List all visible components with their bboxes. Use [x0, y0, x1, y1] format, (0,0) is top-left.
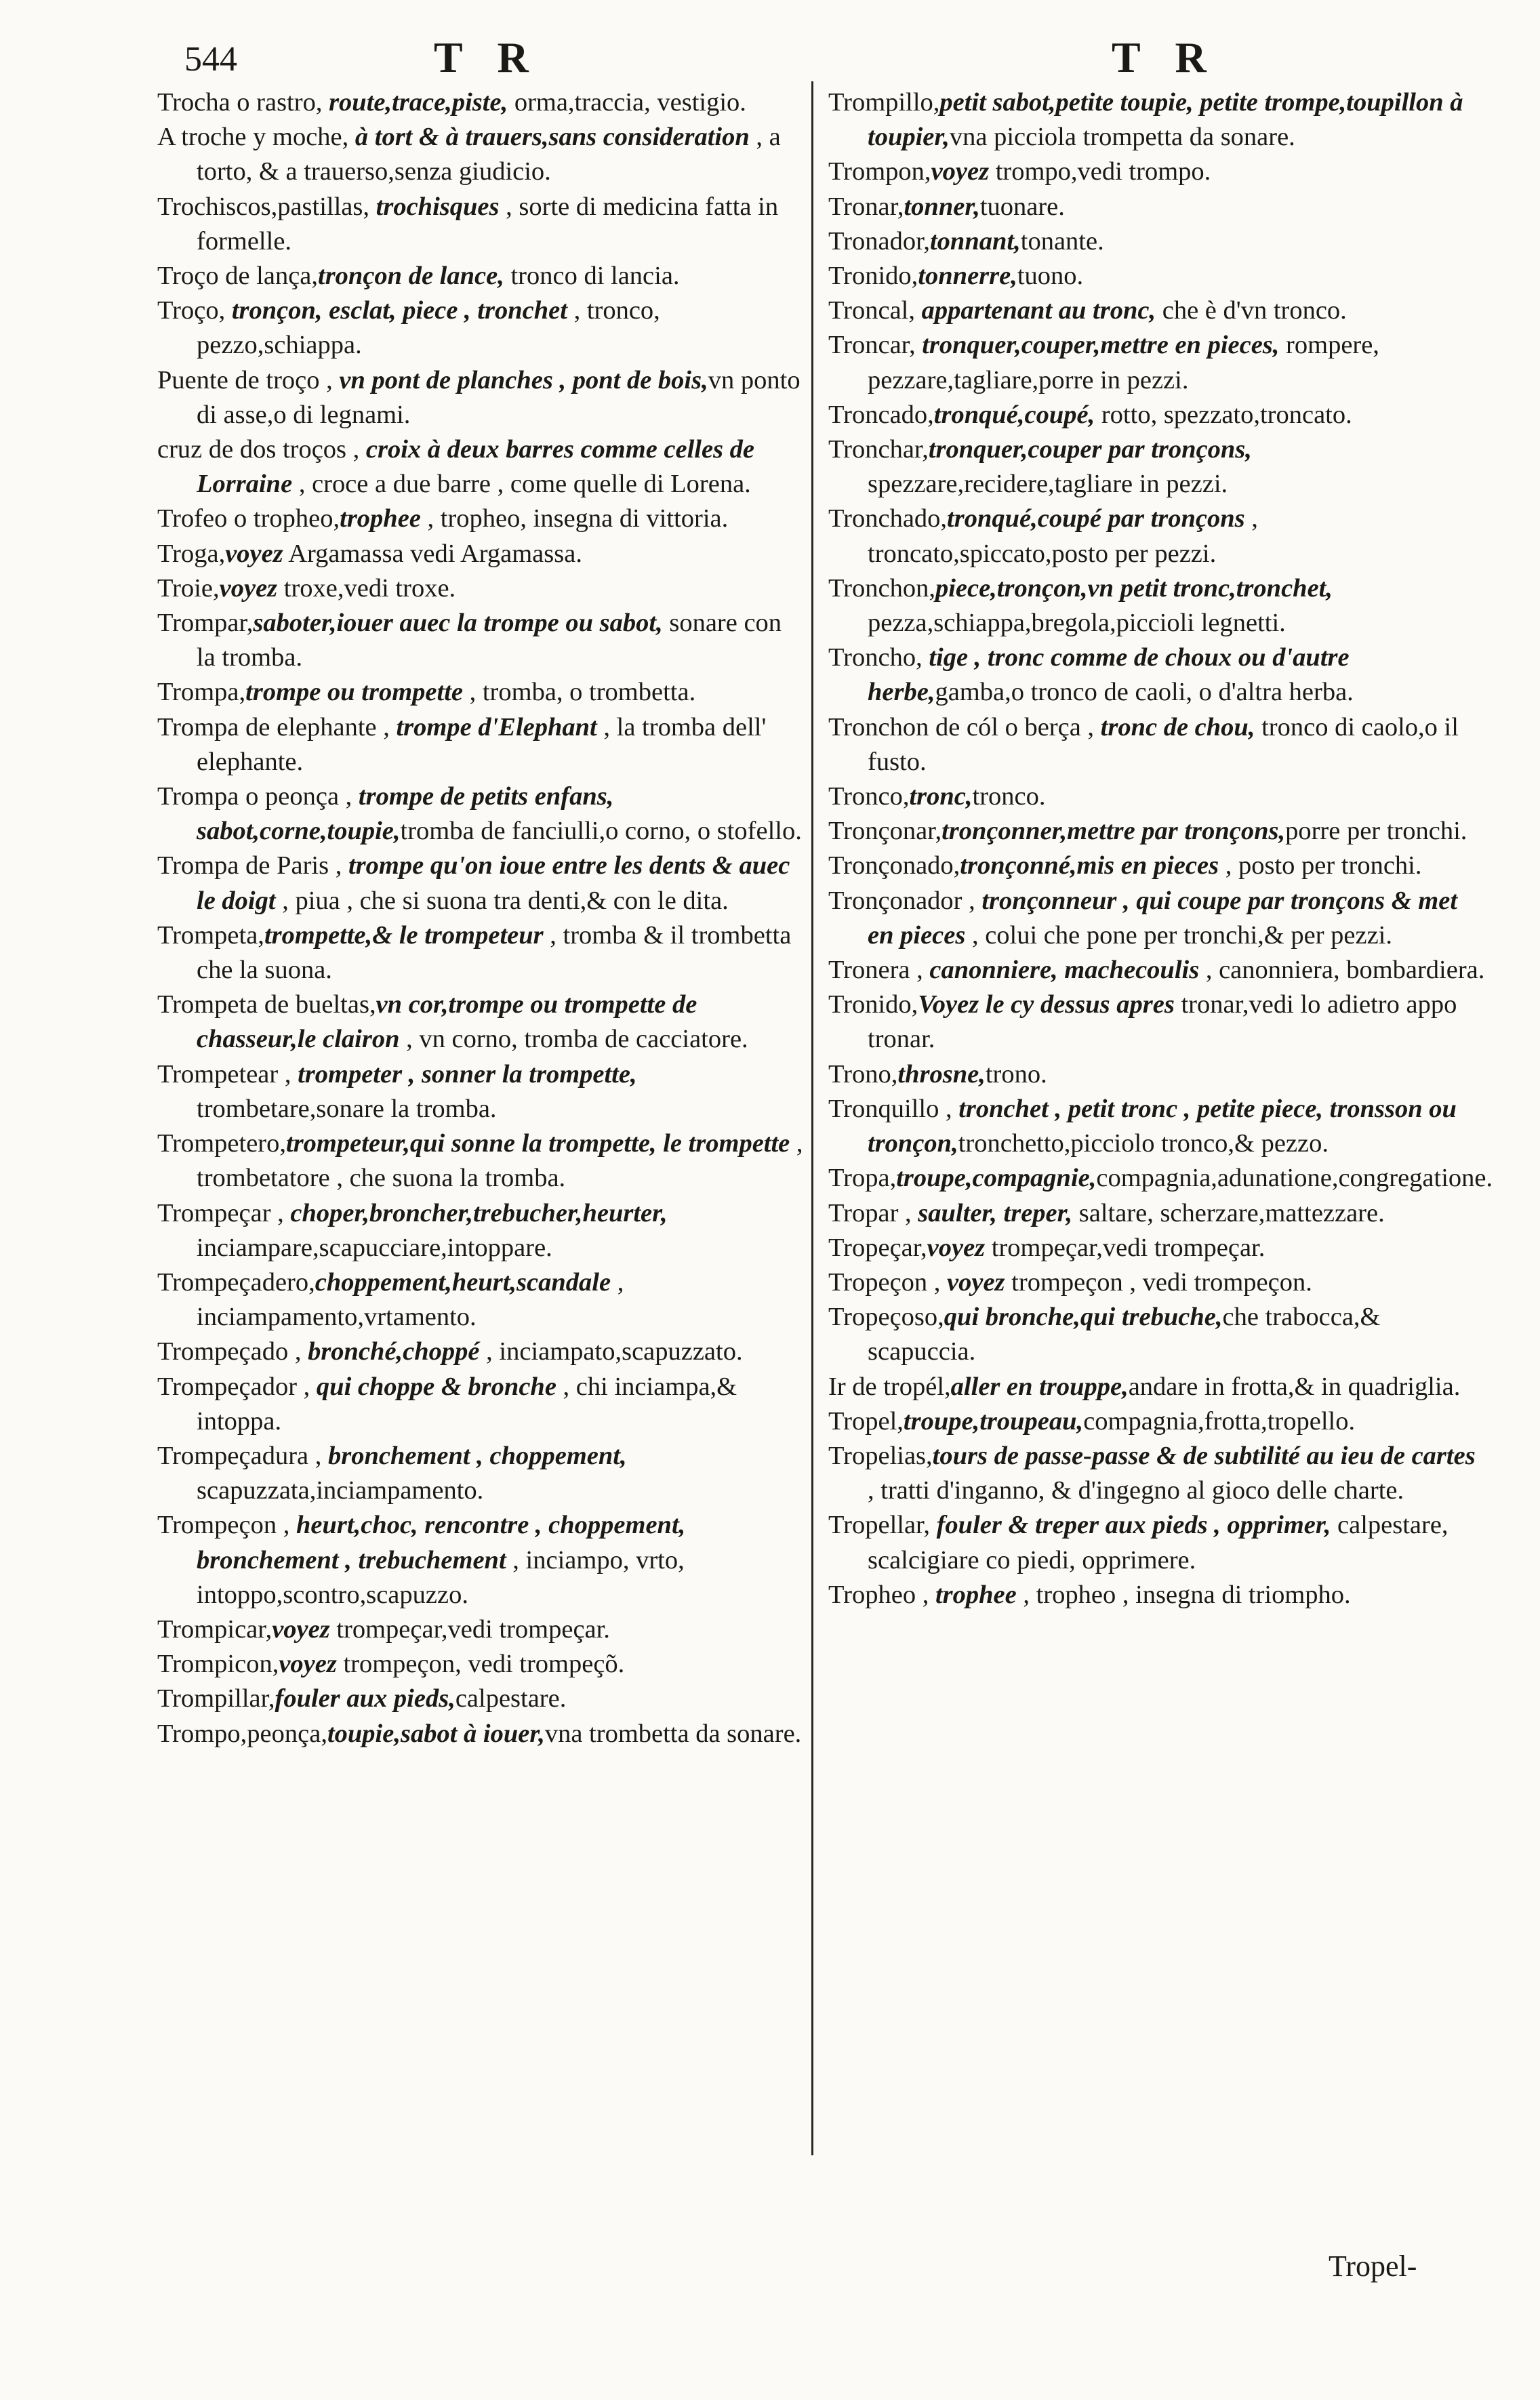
dictionary-entry: [828, 1300, 1486, 1369]
entry-french: tours de passe-passe & de subtilité au ieu de cartes: [932, 1441, 1476, 1470]
entry-french: trophee: [935, 1580, 1017, 1609]
dictionary-entry: [157, 432, 805, 502]
dictionary-entry: [157, 1439, 805, 1508]
entry-italian: gamba,o tronco de caoli, o d'altra herba.: [935, 678, 1354, 707]
dictionary-entry: [828, 1370, 1486, 1404]
entry-headword: Tropel,: [828, 1406, 904, 1436]
entry-italian: compagnia,adunatione,congregatione.: [1096, 1164, 1493, 1193]
entry-headword: Tronera ,: [828, 956, 930, 985]
entry-headword: Tropheo ,: [828, 1580, 935, 1609]
right-column: [828, 85, 1493, 1612]
entry-headword: Tronçonado,: [828, 851, 960, 880]
dictionary-entry: [157, 1335, 805, 1369]
entry-italian: rotto, spezzato,troncato.: [1095, 400, 1352, 429]
entry-french: tige , tronc comme de choux ou d'autre herbe,: [868, 643, 1350, 707]
entry-french: voyez: [931, 157, 990, 186]
dictionary-entry: [828, 571, 1486, 640]
entry-italian: Argamassa vedi Argamassa.: [283, 539, 582, 568]
dictionary-entry: [828, 1578, 1486, 1612]
entry-italian: che trabocca,& scapuccia.: [868, 1303, 1381, 1366]
entry-headword: Tronchar,: [828, 435, 929, 464]
dictionary-entry: [828, 1231, 1486, 1265]
entry-french: voyez: [219, 573, 278, 603]
dictionary-entry: [828, 710, 1486, 779]
entry-french: trophee: [340, 504, 421, 533]
dictionary-entry: [157, 120, 805, 189]
entry-french: voyez: [947, 1267, 1005, 1297]
entry-french: bronché,choppé: [308, 1337, 480, 1366]
entry-italian: tronco di caolo,o il fusto.: [868, 712, 1459, 776]
entry-french: trompeter , sonner la trompette,: [298, 1059, 637, 1089]
entry-italian: scapuzzata,inciampamento.: [197, 1476, 484, 1505]
entry-headword: Tronçonar,: [828, 817, 942, 846]
dictionary-entry: [828, 988, 1486, 1057]
dictionary-entry: [828, 293, 1486, 328]
dictionary-entry: [157, 363, 805, 432]
entry-headword: Trono,: [828, 1059, 898, 1089]
entry-italian: , sorte di medicina fatta in formelle.: [197, 192, 779, 256]
entry-headword: Trompeçadura ,: [157, 1441, 328, 1470]
page-number: 544: [184, 40, 237, 79]
entry-italian: troxe,vedi troxe.: [277, 573, 456, 603]
entry-italian: , trombetatore , che suona la tromba.: [197, 1129, 803, 1193]
entry-french: Voyez le cy dessus apres: [918, 990, 1175, 1019]
entry-headword: Puente de troço ,: [157, 365, 340, 394]
dictionary-entry: [157, 988, 805, 1057]
entry-headword: Trompeçar ,: [157, 1198, 291, 1227]
dictionary-entry: [828, 1092, 1486, 1161]
entry-headword: Tropeçoso,: [828, 1303, 944, 1332]
entry-italian: inciampare,scapucciare,intoppare.: [197, 1233, 552, 1262]
entry-headword: Trompa de elephante ,: [157, 712, 397, 741]
dictionary-entry: [157, 502, 805, 536]
left-column-head: T R: [434, 33, 541, 81]
entry-french: route,trace,piste,: [329, 88, 508, 117]
entry-french: aller en trouppe,: [950, 1372, 1129, 1401]
entry-italian: tronco.: [972, 782, 1046, 811]
entry-french: petit sabot,petite toupie, petite trompe,toupillon à toupier,: [868, 88, 1463, 152]
entry-french: tronçonné,mis en pieces: [960, 851, 1219, 880]
entry-headword: Trompa de Paris ,: [157, 851, 348, 880]
entry-french: choper,broncher,trebucher,heurter,: [290, 1198, 668, 1227]
entry-french: tonner,: [904, 192, 980, 221]
entry-headword: Trompeçadero,: [157, 1267, 315, 1297]
entry-french: vn cor,trompe ou trompette de chasseur,le clairon: [197, 990, 697, 1054]
entry-headword: Tronido,: [828, 990, 918, 1019]
catchword: Tropel-: [1329, 2250, 1417, 2283]
entry-french: tronquer,couper,mettre en pieces,: [922, 331, 1280, 360]
entry-headword: Trompillar,: [157, 1684, 275, 1713]
entry-french: à tort & à trauers,sans consideration: [354, 123, 750, 152]
dictionary-entry: [828, 1439, 1486, 1508]
right-column-head: T R: [1112, 33, 1219, 81]
entry-italian: , a torto, & a trauerso,senza giudicio.: [197, 123, 781, 186]
dictionary-entry: [828, 640, 1486, 710]
dictionary-entry: [157, 1126, 805, 1196]
dictionary-entry: [828, 1265, 1486, 1300]
entry-italian: trompeçon , vedi trompeçon.: [1005, 1267, 1312, 1297]
dictionary-entry: [157, 571, 805, 606]
entry-headword: Trompo,peonça,: [157, 1719, 327, 1748]
entry-headword: Tronchado,: [828, 504, 948, 533]
entry-italian: , croce a due barre , come quelle di Lorena.: [292, 470, 751, 499]
entry-headword: Trompa o peonça ,: [157, 782, 359, 811]
entry-headword: Trompeçado ,: [157, 1337, 308, 1366]
entry-headword: Trompeçador ,: [157, 1372, 317, 1401]
entry-french: toupie,sabot à iouer,: [327, 1719, 545, 1748]
entry-headword: Trompetear ,: [157, 1059, 298, 1089]
dictionary-entry: [157, 259, 805, 293]
entry-french: tronçonner,mettre par tronçons,: [941, 817, 1286, 846]
dictionary-entry: [828, 328, 1486, 397]
left-column: [157, 85, 805, 1751]
entry-italian: saltare, scherzare,mattezzare.: [1072, 1198, 1385, 1227]
entry-headword: Tropar ,: [828, 1198, 918, 1227]
entry-french: vn pont de planches , pont de bois,: [339, 365, 708, 394]
entry-italian: calpestare, scalcigiare co piedi, opprimere.: [868, 1511, 1448, 1574]
dictionary-entry: [157, 606, 805, 675]
dictionary-entry: [828, 432, 1486, 502]
entry-italian: trompeçar,vedi trompeçar.: [329, 1614, 610, 1644]
entry-headword: Trompicon,: [157, 1650, 279, 1679]
entry-headword: Trompeta,: [157, 920, 264, 950]
entry-italian: tronar,vedi lo adietro appo tronar.: [868, 990, 1457, 1054]
entry-french: throsne,: [897, 1059, 986, 1089]
dictionary-entry: [828, 1057, 1486, 1092]
entry-headword: Tronquillo ,: [828, 1094, 959, 1123]
entry-headword: Troncho,: [828, 643, 929, 672]
entry-french: tronqué,coupé,: [933, 400, 1095, 429]
entry-french: heurt,choc, rencontre , choppement, bronchement , trebuchement: [197, 1511, 686, 1574]
entry-italian: rompere, pezzare,tagliare,porre in pezzi.: [868, 331, 1379, 394]
entry-headword: Tropa,: [828, 1164, 897, 1193]
dictionary-entry: [157, 1057, 805, 1126]
entry-italian: vna trombetta da sonare.: [544, 1719, 802, 1748]
entry-italian: , posto per tronchi.: [1219, 851, 1422, 880]
dictionary-entry: [828, 502, 1486, 571]
entry-headword: Tropellar,: [828, 1511, 937, 1540]
entry-french: tronçon, esclat, piece , tronchet: [231, 296, 567, 325]
entry-french: voyez: [927, 1233, 986, 1262]
page-header: [0, 30, 1540, 91]
entry-italian: , inciampamento,vrtamento.: [197, 1267, 624, 1332]
entry-headword: Trompillo,: [828, 88, 940, 117]
entry-italian: , inciampo, vrto, intoppo,scontro,scapuzzo.: [197, 1545, 685, 1609]
entry-headword: Tropeçon ,: [828, 1267, 948, 1297]
entry-french: troupe,compagnie,: [896, 1164, 1097, 1193]
entry-headword: Tronchon de cól o berça ,: [828, 712, 1101, 741]
dictionary-entry: [828, 814, 1486, 849]
entry-french: tronçonneur , qui coupe par tronçons & met en pieces: [868, 886, 1458, 950]
entry-french: tronchet , petit tronc , petite piece, tronsson ou tronçon,: [868, 1094, 1457, 1158]
entry-french: tronqué,coupé par tronçons: [947, 504, 1245, 533]
entry-headword: Tropeçar,: [828, 1233, 927, 1262]
dictionary-entry: [157, 190, 805, 259]
entry-headword: Ir de tropél,: [828, 1372, 951, 1401]
entry-italian: calpestare.: [455, 1684, 567, 1713]
entry-headword: Troço,: [157, 296, 232, 325]
entry-french: saulter, treper,: [918, 1198, 1073, 1227]
entry-italian: sonare con la tromba.: [197, 609, 782, 672]
entry-headword: Tronçonador ,: [828, 886, 982, 915]
dictionary-entry: [828, 155, 1486, 189]
dictionary-entry: [828, 1508, 1486, 1577]
entry-headword: Trompar,: [157, 609, 254, 638]
entry-french: voyez: [272, 1614, 330, 1644]
dictionary-entry: [157, 85, 805, 120]
dictionary-entry: [157, 1682, 805, 1716]
dictionary-entry: [828, 224, 1486, 259]
entry-italian: vna picciola trompetta da sonare.: [949, 123, 1295, 152]
entry-french: trompe d'Elephant: [396, 712, 597, 741]
entry-italian: , tropheo, insegna di vittoria.: [420, 504, 729, 533]
dictionary-entry: [828, 884, 1486, 953]
entry-italian: , tronco, pezzo,schiappa.: [197, 296, 660, 360]
dictionary-entry: [157, 537, 805, 571]
entry-headword: Troço de lança,: [157, 262, 318, 291]
dictionary-entry: [157, 675, 805, 710]
column-divider: [811, 81, 813, 2155]
entry-italian: , tromba & il trombetta che la suona.: [197, 920, 792, 985]
dictionary-entry: [157, 710, 805, 779]
entry-headword: cruz de dos troços ,: [157, 435, 366, 464]
entry-french: troupe,troupeau,: [903, 1406, 1084, 1436]
dictionary-entry: [828, 849, 1486, 883]
entry-french: fouler & treper aux pieds , opprimer,: [936, 1511, 1331, 1540]
entry-italian: andare in frotta,& in quadriglia.: [1128, 1372, 1461, 1401]
entry-french: trompe qu'on ioue entre les dents & auec le doigt: [197, 851, 790, 915]
entry-french: trompe de petits enfans, sabot,corne,toupie,: [197, 782, 614, 846]
dictionary-entry: [157, 1647, 805, 1682]
dictionary-entry: [828, 953, 1486, 988]
entry-italian: , vn corno, tromba de cacciatore.: [399, 1025, 748, 1054]
entry-headword: Trompeçon ,: [157, 1511, 296, 1540]
entry-french: saboter,iouer auec la trompe ou sabot,: [253, 609, 663, 638]
entry-italian: tuono.: [1017, 262, 1084, 291]
entry-french: qui choppe & bronche: [316, 1372, 556, 1401]
dictionary-entry: [157, 1265, 805, 1335]
entry-french: tonnant,: [929, 226, 1021, 256]
entry-italian: tuonare.: [979, 192, 1065, 221]
dictionary-entry: [157, 918, 805, 988]
entry-italian: , canonniera, bombardiera.: [1199, 956, 1485, 985]
entry-french: trochisques: [376, 192, 500, 221]
entry-italian: trompo,vedi trompo.: [989, 157, 1211, 186]
entry-italian: , inciampato,scapuzzato.: [479, 1337, 743, 1366]
dictionary-entry: [157, 293, 805, 363]
entry-italian: , piua , che si suona tra denti,& con le dita.: [275, 886, 729, 915]
entry-french: tronc de chou,: [1100, 712, 1255, 741]
entry-headword: Troncar,: [828, 331, 923, 360]
entry-italian: trono.: [985, 1059, 1047, 1089]
entry-french: voyez: [225, 539, 283, 568]
entry-french: tonnerre,: [918, 262, 1017, 291]
dictionary-entry: [828, 398, 1486, 432]
entry-french: canonniere, machecoulis: [929, 956, 1200, 985]
dictionary-entry: [157, 849, 805, 918]
dictionary-entry: [828, 1196, 1486, 1231]
entry-italian: che è d'vn tronco.: [1156, 296, 1347, 325]
entry-french: bronchement , choppement,: [327, 1441, 627, 1470]
entry-italian: , la tromba dell' elephante.: [197, 712, 767, 776]
entry-headword: Troie,: [157, 573, 220, 603]
entry-french: croix à deux barres comme celles de Lorraine: [197, 435, 755, 499]
entry-italian: , colui che pone per tronchi,& per pezzi.: [965, 920, 1392, 950]
entry-french: tronçon de lance,: [318, 262, 504, 291]
entry-headword: Trochiscos,pastillas,: [157, 192, 376, 221]
entry-headword: Troga,: [157, 539, 226, 568]
entry-headword: Tronido,: [828, 262, 918, 291]
entry-italian: spezzare,recidere,tagliare in pezzi.: [868, 470, 1228, 499]
entry-headword: Trompetero,: [157, 1129, 286, 1158]
entry-headword: Tronar,: [828, 192, 904, 221]
entry-italian: , troncato,spiccato,posto per pezzi.: [868, 504, 1258, 568]
dictionary-entry: [828, 1161, 1493, 1196]
entry-french: fouler aux pieds,: [275, 1684, 455, 1713]
entry-italian: orma,traccia, vestigio.: [508, 88, 746, 117]
dictionary-entry: [157, 1612, 805, 1647]
entry-headword: Troncal,: [828, 296, 922, 325]
entry-headword: Trocha o rastro,: [157, 88, 329, 117]
entry-italian: tronco di lancia.: [504, 262, 680, 291]
entry-italian: vn ponto di asse,o di legnami.: [197, 365, 801, 429]
entry-headword: Tronchon,: [828, 573, 935, 603]
entry-french: trompeteur,qui sonne la trompette, le trompette: [286, 1129, 790, 1158]
entry-italian: , tratti d'inganno, & d'ingegno al gioco delle charte.: [868, 1476, 1404, 1505]
dictionary-entry: [157, 779, 805, 849]
entry-italian: pezza,schiappa,bregola,piccioli legnetti.: [868, 609, 1286, 638]
entry-italian: tromba de fanciulli,o corno, o stofello.: [400, 817, 802, 846]
entry-italian: trombetare,sonare la tromba.: [197, 1094, 497, 1123]
entry-italian: trompeçar,vedi trompeçar.: [985, 1233, 1265, 1262]
entry-headword: Tronador,: [828, 226, 930, 256]
entry-headword: Trofeo o tropheo,: [157, 504, 340, 533]
dictionary-entry: [157, 1196, 805, 1265]
entry-french: choppement,heurt,scandale: [315, 1267, 611, 1297]
dictionary-entry: [157, 1508, 805, 1612]
entry-french: tronc,: [909, 782, 973, 811]
dictionary-entry: [828, 190, 1486, 224]
entry-italian: trompeçon, vedi trompeçõ.: [336, 1650, 625, 1679]
dictionary-entry: [828, 259, 1486, 293]
entry-italian: compagnia,frotta,tropello.: [1083, 1406, 1356, 1436]
entry-headword: Trompicar,: [157, 1614, 272, 1644]
dictionary-entry: [828, 85, 1486, 155]
entry-italian: porre per tronchi.: [1285, 817, 1467, 846]
entry-headword: Trompeta de bueltas,: [157, 990, 376, 1019]
entry-french: qui bronche,qui trebuche,: [944, 1303, 1223, 1332]
entry-italian: , tromba, o trombetta.: [462, 678, 696, 707]
entry-italian: tronchetto,picciolo tronco,& pezzo.: [958, 1129, 1329, 1158]
entry-italian: , chi inciampa,& intoppa.: [197, 1372, 737, 1436]
dictionary-entry: [157, 1370, 805, 1439]
entry-french: appartenant au tronc,: [921, 296, 1156, 325]
entry-headword: Trompon,: [828, 157, 931, 186]
entry-headword: Trompa,: [157, 678, 246, 707]
entry-headword: A troche y moche,: [157, 123, 355, 152]
dictionary-entry: [828, 1404, 1486, 1439]
dictionary-entry: [828, 779, 1486, 814]
entry-headword: Troncado,: [828, 400, 934, 429]
entry-french: tronquer,couper par tronçons,: [928, 435, 1252, 464]
entry-headword: Tropelias,: [828, 1441, 933, 1470]
entry-french: trompe ou trompette: [245, 678, 463, 707]
dictionary-entry: [157, 1717, 805, 1751]
entry-french: voyez: [279, 1650, 337, 1679]
entry-italian: tonante.: [1020, 226, 1104, 256]
entry-french: piece,tronçon,vn petit tronc,tronchet,: [935, 573, 1333, 603]
entry-french: trompette,& le trompeteur: [264, 920, 544, 950]
entry-italian: , tropheo , insegna di triompho.: [1016, 1580, 1351, 1609]
entry-headword: Tronco,: [828, 782, 910, 811]
